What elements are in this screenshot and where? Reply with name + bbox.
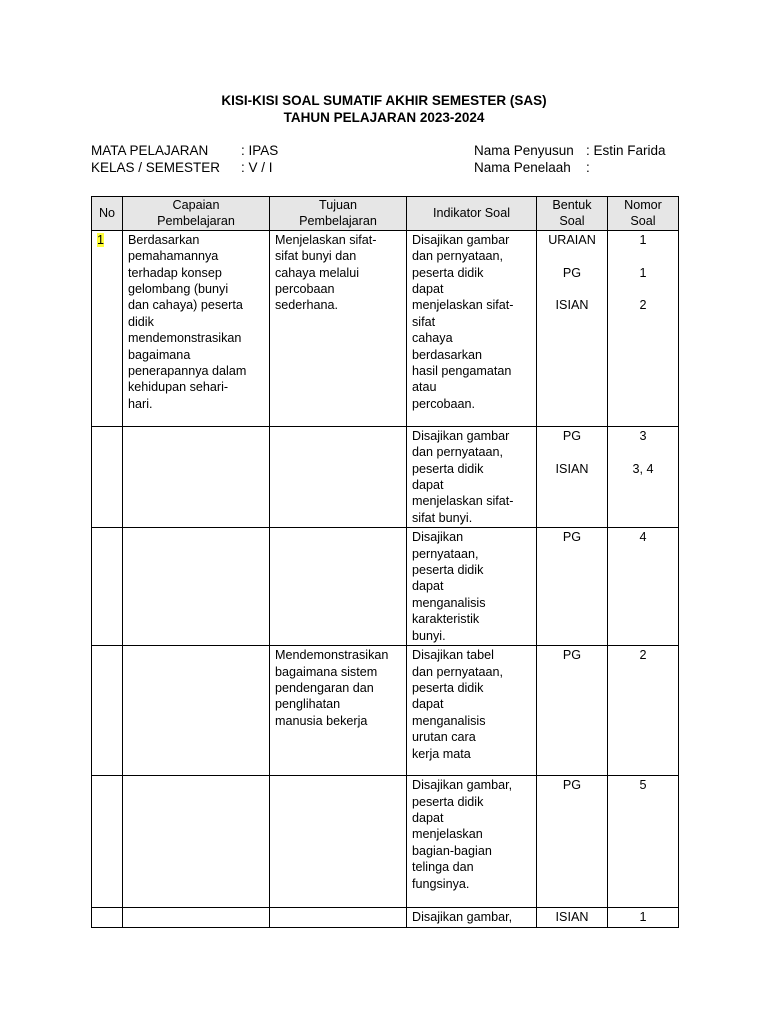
capaian-cell: Berdasarkan pemahamannya terhadap konsep gelombang (bunyi dan cahaya) peserta didik mendemonstrasikan bagaimana penerapannya dalam kehidupan sehari- hari. [123,230,270,426]
tujuan-cell [270,776,407,908]
tujuan-cell [270,528,407,646]
nomor-cell: 5 [608,776,679,908]
header-no: No [92,197,123,231]
bentuk-cell: PG [537,646,608,776]
row-no-cell [92,528,123,646]
nama-penyusun-label: Nama Penyusun [474,143,574,158]
header-nomor: Nomor Soal [608,197,679,231]
indikator-cell: Disajikan gambar, [407,908,537,927]
indikator-cell: Disajikan gambar dan pernyataan, peserta didik dapat menjelaskan sifat- sifat bunyi. [407,426,537,527]
nama-penelaah-label: Nama Penelaah [474,160,571,175]
kelas-semester-label: KELAS / SEMESTER [91,160,221,175]
capaian-cell [123,908,270,927]
nomor-cell [608,230,679,426]
row-no-cell [92,908,123,927]
bentuk-value: URAIAN [548,232,596,247]
header-indikator: Indikator Soal [407,197,537,231]
header-capaian: Capaian Pembelajaran [123,197,270,231]
document-title: KISI-KISI SOAL SUMATIF AKHIR SEMESTER (SAS) [221,93,547,108]
table-row [92,908,679,927]
header-bentuk: Bentuk Soal [537,197,608,231]
bentuk-cell: PG [537,528,608,646]
row-no-cell [92,646,123,776]
nama-penyusun-value: : Estin Farida [586,143,666,158]
kisi-kisi-table [91,196,679,928]
indikator-cell: Disajikan gambar, peserta didik dapat menjelaskan bagian-bagian telinga dan fungsinya. [407,776,537,908]
capaian-cell [123,646,270,776]
nomor-value: 1 [639,232,647,247]
bentuk-cell: PG [537,776,608,908]
nomor-value: 3 [639,428,647,443]
bentuk-value: PG [562,265,582,280]
capaian-cell [123,776,270,908]
indikator-cell: Disajikan gambar dan pernyataan, peserta didik dapat menjelaskan sifat- sifat cahaya berdasarkan hasil pengamatan atau percobaan. [407,230,537,426]
tujuan-cell: Mendemonstrasikan bagaimana sistem pendengaran dan penglihatan manusia bekerja [270,646,407,776]
table-row [92,230,679,426]
tujuan-cell: Menjelaskan sifat- sifat bunyi dan cahaya melalui percobaan sederhana. [270,230,407,426]
capaian-cell [123,426,270,527]
nomor-cell: 4 [608,528,679,646]
row-no-cell [92,426,123,527]
nomor-cell [608,426,679,527]
capaian-cell [123,528,270,646]
nomor-value: 3, 4 [632,461,654,476]
row-no-cell [92,776,123,908]
bentuk-cell [537,230,608,426]
table-row [92,426,679,527]
nomor-cell: 1 [608,908,679,927]
table-row [92,776,679,908]
table-row [92,646,679,776]
indikator-cell: Disajikan tabel dan pernyataan, peserta didik dapat menganalisis urutan cara kerja mata [407,646,537,776]
table-row [92,528,679,646]
kelas-semester-value: : V / I [241,160,273,175]
bentuk-value: PG [562,428,582,443]
row-no-cell [92,230,123,426]
table-header-row [92,197,679,231]
bentuk-value: ISIAN [555,298,589,313]
indikator-cell: Disajikan pernyataan, peserta didik dapat menganalisis karakteristik bunyi. [407,528,537,646]
mata-pelajaran-value: : IPAS [241,143,279,158]
nomor-value: 1 [639,265,647,280]
bentuk-value: ISIAN [555,461,589,476]
document-subtitle: TAHUN PELAJARAN 2023-2024 [283,110,485,125]
nomor-value: 2 [639,298,647,313]
tujuan-cell [270,426,407,527]
row-number: 1 [97,232,105,247]
mata-pelajaran-label: MATA PELAJARAN [91,143,209,158]
nomor-cell: 2 [608,646,679,776]
header-tujuan: Tujuan Pembelajaran [270,197,407,231]
bentuk-cell [537,426,608,527]
nama-penelaah-value: : [586,160,590,175]
bentuk-cell: ISIAN [537,908,608,927]
tujuan-cell [270,908,407,927]
